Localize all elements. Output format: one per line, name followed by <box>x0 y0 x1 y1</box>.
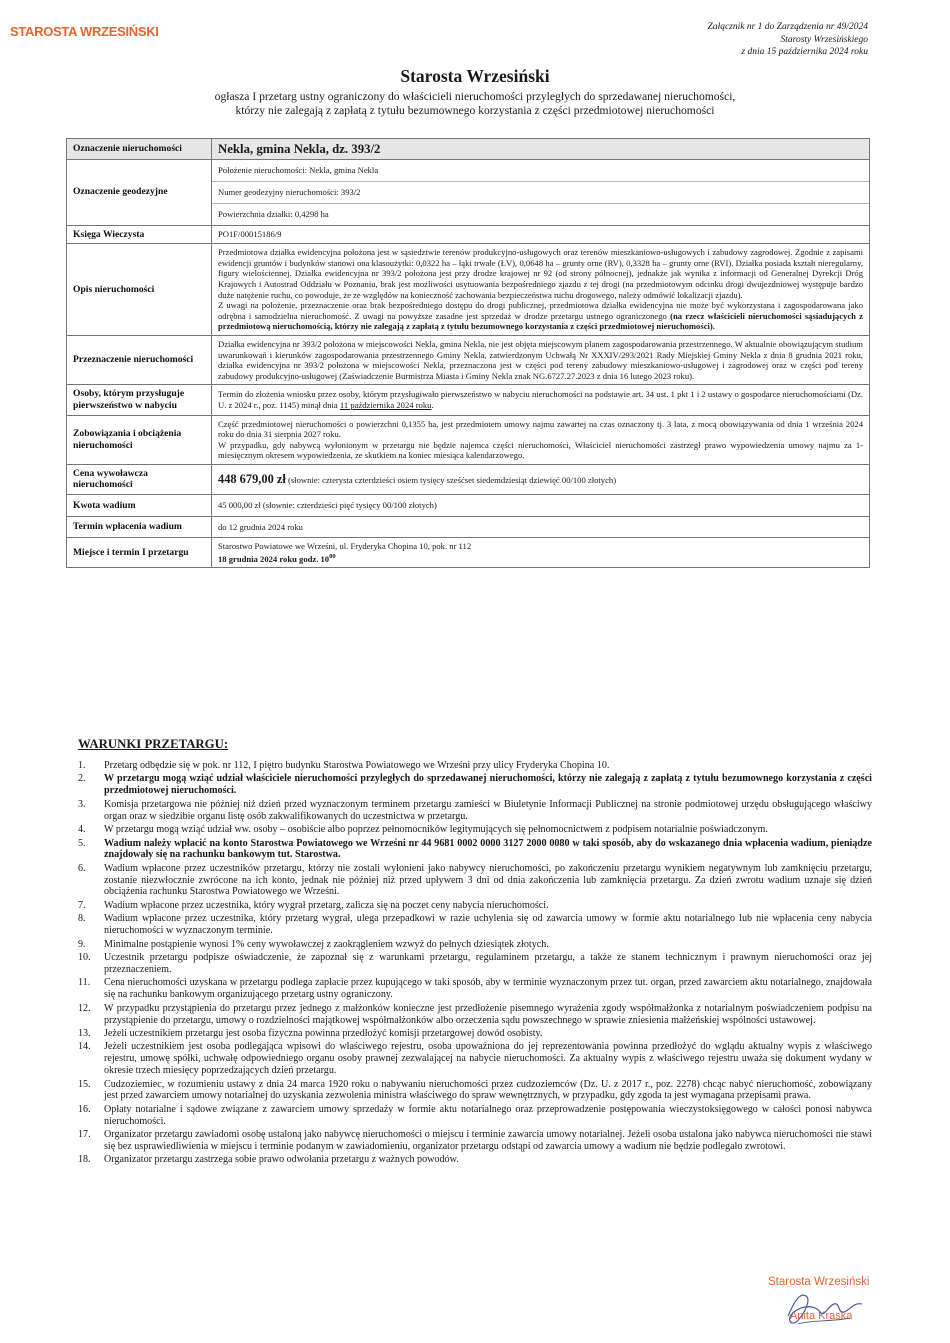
annex-note <box>628 21 868 59</box>
terms-list <box>78 760 872 1168</box>
term-text: Jeżeli uczestnikiem jest osoba podlegająca wpisowi do właściwego rejestru, osoba upoważniona do jej reprezentowania powinna przedłożyć do wglądu aktualny wypis z właściwego rejestru, umowę spółki, uchwałę odpowiedniego organu osoby prawnej zezwalającej na nabycie nieruchomości. Za aktualny wypis z właściwego rejestru uważa się dokument wydany w okresie trzech miesięcy poprzedzających dzień przetargu. <box>104 1041 872 1077</box>
geo-cell <box>212 159 870 225</box>
term-number: 18. <box>78 1154 91 1166</box>
term-number: 12. <box>78 1002 91 1014</box>
term-text: Opłaty notarialne i sądowe związane z zawarciem umowy sprzedaży w formie aktu notarialnego oraz przeprowadzenie postępowania wieczystoksięgowego w całości ponosi nabywca nieruchomości. <box>104 1103 872 1127</box>
purpose-text: Działka ewidencyjna nr 393/2 położona w miejscowości Nekla, gmina Nekla, nie jest objęta miejscowym planem zagospodarowania przestrzennego. W aktualnie obowiązującym studium uwarunkowań i kierunków zagospodarowania przestrzennego Gminy Nekla, zatwierdzonym Uchwałą Nr XXXIV/293/2021 Rady Miejskiej Gminy Nekla z dnia 8 grudnia 2021 roku, działka ewidencyjna nr 393/2 położona w miejscowości Nekla, przeznaczona jest w części pod tereny zabudowy mieszkaniowo-usługowej i zagrodowej oraz w części pod tereny zabudowy produkcyjno-usługowej (Zaświadczenie Burmistrza Miasta i Gminy Nekla znak NG.6727.27.2023 z dnia 16 lutego 2023 roku). <box>212 335 870 384</box>
row-label: Oznaczenie geodezyjne <box>67 159 212 225</box>
term-number: 7. <box>78 899 86 911</box>
annex-line: z dnia 15 października 2024 roku <box>741 47 868 57</box>
priority-date: 11 października 2024 roku <box>339 399 432 410</box>
row-label: Zobowiązania i obciążenia nieruchomości <box>67 415 212 464</box>
term-text: Jeżeli uczestnikiem przetargu jest osoba fizyczna powinna przedłożyć komisji przetargowej dowód osobisty. <box>104 1027 543 1039</box>
table-row <box>67 415 870 464</box>
row-label: Księga Wieczysta <box>67 225 212 244</box>
page-title: Starosta Wrzesiński <box>400 66 550 86</box>
table-row <box>67 139 870 160</box>
term-text: W przetargu mogą wziąć udział właściciele nieruchomości przyległych do sprzedawanej nieruchomości, którzy nie zalegają z zapłatą z tytułu bezumownego korzystania z części przedmiotowej nieruchomości. <box>104 773 872 797</box>
term-number: 2. <box>78 773 86 785</box>
term-item <box>78 863 872 898</box>
row-label: Opis nieruchomości <box>67 244 212 336</box>
term-number: 6. <box>78 862 86 874</box>
venue-time-sup: 00 <box>329 552 336 560</box>
table-row <box>67 516 870 538</box>
obligations-text: W przypadku, gdy nabywcą wyłonionym w przetargu nie będzie najemca części nieruchomości, Właściciel nieruchomości zastrzegł prawo wypowiedzenia umowy najmu za 1-miesięcznym okresem wypowiedzenia, ze skutkiem na koniec miesiąca kalendarzowego. <box>218 439 863 461</box>
geo-number: Numer geodezyjny nieruchomości: 393/2 <box>212 182 869 204</box>
term-item <box>78 799 872 823</box>
term-item <box>78 1041 872 1076</box>
priority-cell: Termin do złożenia wniosku przez osoby, którym przysługiwało pierwszeństwo w nabyciu nieruchomości na podstawie art. 34 ust. 1 pkt 1 i 2 ustawy o gospodarce nieruchomościami (Dz. U. z 2024 r., poz. 1145) minął dnia 11 października 2024 roku. <box>212 385 870 415</box>
term-item <box>78 977 872 1001</box>
description-text <box>218 300 863 332</box>
table-row <box>67 538 870 568</box>
term-number: 1. <box>78 760 86 771</box>
term-text: Wadium wpłacone przez uczestników przetargu, którzy nie zostali wyłonieni jako nabywcy nieruchomości, po zakończeniu przetargu wynikiem negatywnym lub zamknięciu przetargu, zostanie niezwłocznie zwrócone na ich konto, jednak nie później niż przed upływem 3 dni od dnia zakończenia lub zamknięcia przetargu. Za dzień zwrotu wadium uznaje się dzień obciążenia rachunku Starostwa Powiatowego we Wrześni. <box>104 862 872 898</box>
obligations-cell <box>212 415 870 464</box>
row-label: Przeznaczenie nieruchomości <box>67 335 212 384</box>
term-text: Przetarg odbędzie się w pok. nr 112, I piętro budynku Starostwa Powiatowego we Wrześni przy ulicy Fryderyka Chopina 10. <box>104 760 610 771</box>
table-row <box>67 385 870 415</box>
row-label: Termin wpłacenia wadium <box>67 516 212 538</box>
term-number: 9. <box>78 938 86 950</box>
term-item <box>78 1003 872 1027</box>
signature <box>780 1282 870 1330</box>
row-label: Osoby, którym przysługuje pierwszeństwo w nabyciu <box>67 385 212 415</box>
term-text: W przypadku przystąpienia do przetargu przez jednego z małżonków konieczne jest przedłożenie pisemnego wyrażenia zgody współmałżonka z notarialnym poświadczeniem podpisu na przystąpienie do przetargu, umowy o rozdzielności majątkowej współmałżonków albo orzeczenia sądu powszechnego w sprawie zniesienia małżeńskiej wspólności ustawowej. <box>104 1002 872 1026</box>
row-label: Miejsce i termin I przetargu <box>67 538 212 568</box>
table-row <box>67 464 870 494</box>
term-item <box>78 913 872 937</box>
table-row <box>67 495 870 517</box>
term-text: Cena nieruchomości uzyskana w przetargu podlega zapłacie przez kupującego w taki sposób, aby w terminie wyznaczonym przez tut. organ, przed zawarciem aktu notarialnego, znajdowała się na rachunku bankowym organizującego przetarg ustny ograniczony. <box>104 977 872 1001</box>
row-label: Kwota wadium <box>67 495 212 517</box>
term-number: 10. <box>78 952 91 964</box>
term-text: Wadium wpłacone przez uczestnika, który przetarg wygrał, ulega przepadkowi w razie uchylenia się od zawarcia umowy w formie aktu notarialnego lub nie wpłacenia ceny nabycia nieruchomości w wyznaczonym terminie. <box>104 913 872 937</box>
priority-text: Termin do złożenia wniosku przez osoby, którym przysługiwało pierwszeństwo w nabyciu nieruchomości na podstawie art. 34 ust. 1 pkt 1 i 2 ustawy o gospodarce nieruchomościami (Dz. U. z 2024 r., poz. 1145) minął dnia <box>218 389 863 410</box>
term-number: 15. <box>78 1078 91 1090</box>
description-cell <box>212 244 870 336</box>
price-words: (słownie: czterysta czterdzieści osiem tysięcy sześćset siedemdziesiąt dziewięć 00/100 złotych) <box>287 474 617 485</box>
obligations-text: Część przedmiotowej nieruchomości o powierzchni 0,1355 ha, jest przedmiotem umowy najmu zawartej na czas oznaczony tj. 3 lata, z mocą obowiązywania od dnia 1 września 2024 roku do dnia 31 sierpnia 2027 roku. <box>218 418 863 440</box>
term-text: Uczestnik przetargu podpisze oświadczenie, że zapoznał się z warunkami przetargu, regulaminem przetargu, a także ze stanem technicznym i prawnym nieruchomości oraz jej przeznaczeniem. <box>104 952 872 975</box>
term-text: Wadium wpłacone przez uczestnika, który wygrał przetarg, zalicza się na poczet ceny nabycia nieruchomości. <box>104 899 549 911</box>
term-item <box>78 773 872 797</box>
starosta-logo: STAROSTA WRZESIŃSKI <box>10 24 159 39</box>
term-item <box>78 1028 872 1040</box>
property-name: Nekla, gmina Nekla, dz. 393/2 <box>212 139 870 160</box>
stamp-title: Starosta Wrzesiński <box>768 1276 870 1288</box>
venue-cell <box>212 538 870 568</box>
subtitle-line: którzy nie zalegają z zapłatą z tytułu bezumownego korzystania z części przedmiotowej nieruchomości <box>235 104 715 117</box>
term-item <box>78 838 872 862</box>
table-row <box>67 244 870 336</box>
term-text: Organizator przetargu zastrzega sobie prawo odwołania przetargu z ważnych powodów. <box>104 1154 459 1166</box>
term-number: 14. <box>78 1041 91 1053</box>
annex-line: Starosty Wrzesińskiego <box>780 34 868 45</box>
term-number: 16. <box>78 1103 91 1115</box>
term-number: 13. <box>78 1027 91 1039</box>
venue-date-text: 18 grudnia 2024 roku godz. 10 <box>218 553 330 564</box>
term-text: Organizator przetargu zawiadomi osobę ustaloną jako nabywcę nieruchomości o miejscu i terminie zawarcia umowy notarialnej. Jeżeli osoba ustalona jako nabywca nieruchomości nie stawi się bez usprawiedliwienia w miejscu i terminie podanym w zawiadomieniu, organizator przetargu odstąpi od zawarcia umowy a wadium nie będzie podlegało zwrotowi. <box>104 1129 872 1152</box>
term-number: 3. <box>78 798 86 810</box>
term-number: 8. <box>78 913 86 925</box>
term-text: W przetargu mogą wziąć udział ww. osoby – osobiście albo poprzez pełnomocników legitymujących się pełnomocnictwem z podpisem notarialnie poświadczonym. <box>104 824 768 836</box>
geo-area: Powierzchnia działki: 0,4298 ha <box>218 208 329 219</box>
term-text: Minimalne postąpienie wynosi 1% ceny wywoławczej z zaokrągleniem wzwyż do pełnych dziesiątek złotych. <box>104 938 549 950</box>
geo-location: Położenie nieruchomości: Nekla, gmina Nekla <box>212 160 869 182</box>
term-text: Komisja przetargowa nie później niż dzień przed wyznaczonym terminem przetargu zamieści w Biuletynie Informacji Publicznej na stronie podmiotowej urzędu obsługującego właściwy organ oraz w siedzibie organu listę osób zakwalifikowanych do uczestnictwa w przetargu. <box>104 798 872 822</box>
price-amount: 448 679,00 zł <box>218 471 286 486</box>
page-subtitle <box>130 90 820 118</box>
term-item <box>78 952 872 976</box>
term-text: Cudzoziemiec, w rozumieniu ustawy z dnia 24 marca 1920 roku o nabywaniu nieruchomości przez cudzoziemców (Dz. U. z 2017 r., poz. 2278) chcąc nabyć nieruchomość, zobowiązany jest przed zawarciem umowy notarialnej do uzyskania zezwolenia ministra właściwego do spraw wewnętrznych, w przypadku, gdy zgoda ta jest wymagana przepisami prawa. <box>104 1078 872 1102</box>
term-number: 11. <box>78 977 91 989</box>
term-number: 17. <box>78 1129 91 1141</box>
term-item <box>78 1154 872 1166</box>
table-row <box>67 159 870 225</box>
term-item <box>78 1104 872 1128</box>
deposit-deadline: do 12 grudnia 2024 roku <box>212 516 870 538</box>
terms-heading: WARUNKI PRZETARGU: <box>78 737 229 751</box>
description-bold: (na rzecz właścicieli nieruchomości sąsiadujących z przedmiotową nieruchomością, którzy nie zalegają z zapłatą z tytułu bezumownego korzystania z części przedmiotowej nieruchomości). <box>218 310 863 332</box>
property-table <box>66 138 870 568</box>
term-number: 5. <box>78 837 86 849</box>
deposit-value: 45 000,00 zł (słownie: czterdzieści pięć tysięcy 00/100 złotych) <box>212 495 870 517</box>
term-item <box>78 760 872 772</box>
table-row <box>67 225 870 244</box>
term-item <box>78 939 872 951</box>
term-item <box>78 824 872 836</box>
row-label: Oznaczenie nieruchomości <box>67 139 212 160</box>
row-label: Cena wywoławcza nieruchomości <box>67 464 212 494</box>
venue-address: Starostwo Powiatowe we Wrześni, ul. Fryderyka Chopina 10, pok. nr 112 <box>218 541 472 552</box>
price-cell <box>212 464 870 494</box>
stamp-name: Anita Kraska <box>790 1310 853 1322</box>
term-item <box>78 900 872 912</box>
term-number: 4. <box>78 824 86 836</box>
table-row <box>67 335 870 384</box>
description-text: Z uwagi na położenie, przeznaczenie oraz brak bezpośredniego dostępu do drogi publicznej, przedmiotowa działka ewidencyjna nie może być wykorzystana i zagospodarowana jako odrębna i samodzielna nieruchomość. Z uwagi na powyższe zasadne jest sprzedaż w drodze przetargu ustnego ograniczonego <box>218 300 863 321</box>
term-item <box>78 1079 872 1103</box>
annex-line: Załącznik nr 1 do Zarządzenia nr 49/2024 <box>707 22 868 32</box>
term-text: Wadium należy wpłacić na konto Starostwa Powiatowego we Wrześni nr 44 9681 0002 0000 3127 2000 0080 w taki sposób, aby do wskazanego dnia wpłacenia wadium, pieniądze znajdowały się na rachunku bankowym tut. Starostwa. <box>104 837 872 861</box>
subtitle-line: ogłasza I przetarg ustny ograniczony do właścicieli nieruchomości przyległych do sprzedawanej nieruchomości, <box>214 90 736 103</box>
land-register-value: PO1F/00015186/9 <box>212 225 870 244</box>
description-text: Przedmiotowa działka ewidencyjna położona jest w sąsiedztwie terenów produkcyjno-usługowych oraz terenów mieszkaniowo-usługowych i zabudowy zagrodowej. Zgodnie z zapisami ewidencji gruntów i budynków stanowi ona klasoużytki: 0,0322 ha – łąki trwałe (ŁV), 0,0648 ha – grunty orne (RV), 0,3328 ha – grunty orne (RVI). Działka posiada kształt nieregularny, figury wielościennej. Działka ewidencyjna nr 393/2 położona jest przy drodze krajowej nr 92 (od strony północnej), jednakże jak wynika z informacji od Generalnej Dyrekcji Dróg Krajowych i Autostrad Oddziału w Poznaniu, brak jest możliwości usytuowania bezpośredniego zjazdu z tej drogi (na przedmiotowym odcinku drogi dwujezdniowej występuje bardzo duże natężenie ruchu, co powoduje, że ze względów na konieczność zachowania bezpieczeństwa ruchu drogowego, należy odmówić lokalizacji zjazdu). <box>218 247 863 300</box>
venue-date <box>218 552 863 564</box>
term-item <box>78 1129 872 1153</box>
